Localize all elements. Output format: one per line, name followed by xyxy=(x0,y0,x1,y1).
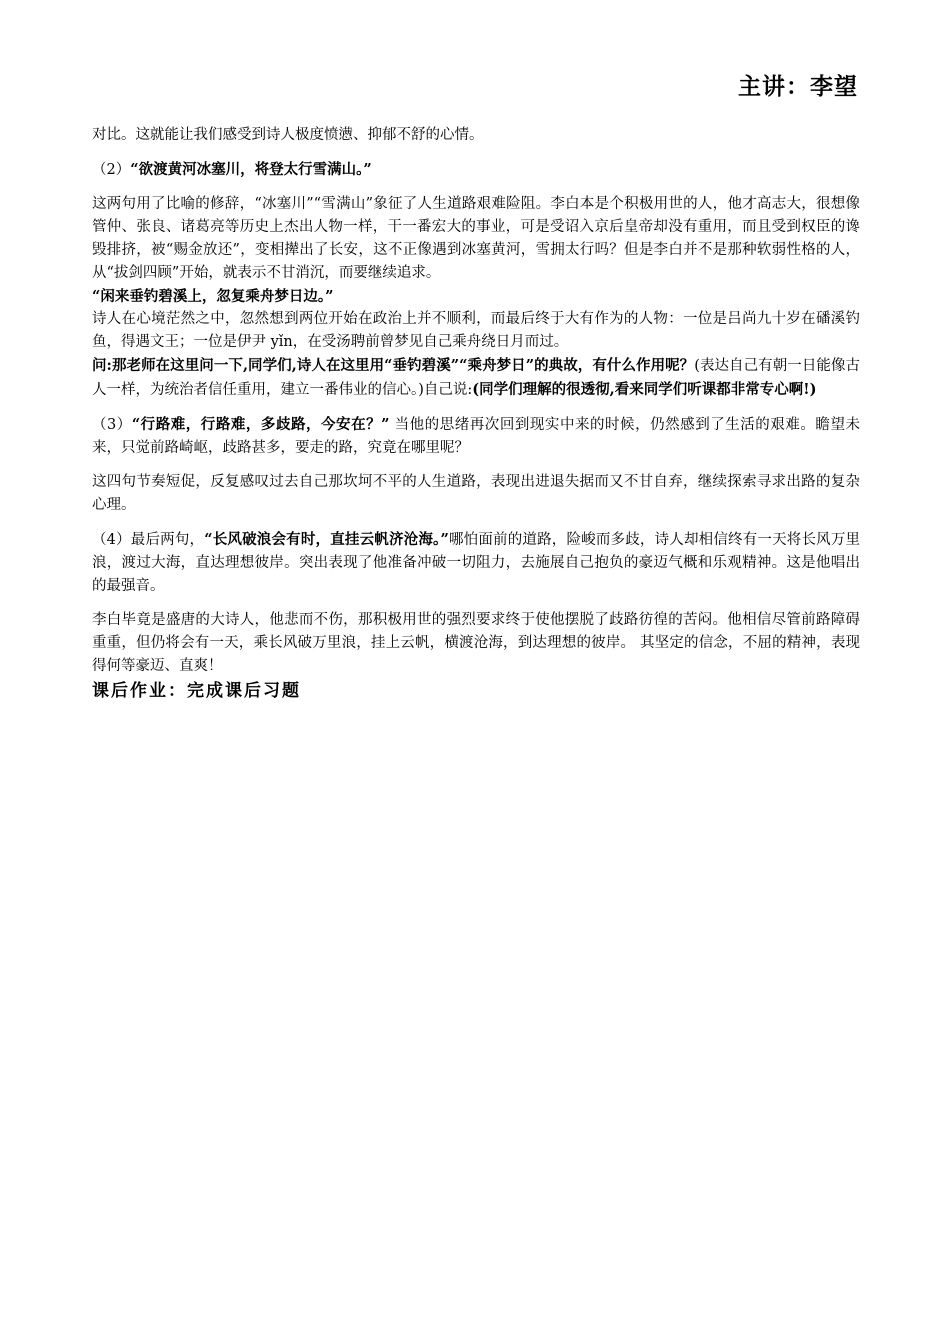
section-number: （2） xyxy=(92,162,131,178)
homework-heading: 课后作业：完成课后习题 xyxy=(92,681,301,701)
section-number: （3） xyxy=(92,417,132,433)
paragraph-text: 当他的思绪再次回到现实中来的时候，仍然感到了生活的艰难。瞻望未来，只觉前路崎岖，歧路甚多，要走的路，究竟在哪里呢？ xyxy=(92,417,860,456)
paragraph-allusion: 诗人在心境茫然之中，忽然想到两位开始在政治上并不顺利，而最后终于大有作为的人物：一位是吕尚九十岁在磻溪钓鱼，得遇文王；一位是伊尹 yǐn，在受汤聘前曾梦见自己乘舟绕日月而过。 xyxy=(92,311,860,350)
question-answer: (表达自己有朝一日能像古人一样，为统治者信任重用，建立一番伟业的信心。)自己说: xyxy=(92,358,860,398)
teacher-comment: (同学们理解的很透彻,看来同学们听课都非常专心啊!) xyxy=(472,381,817,398)
paragraph-line-2 xyxy=(92,158,860,182)
poem-quote: “行路难，行路难，多歧路，今安在？” xyxy=(131,416,390,433)
paragraph-contrast: 对比。这就能让我们感受到诗人极度愤懑、抑郁不舒的心情。 xyxy=(92,127,484,143)
paragraph-conclusion: 李白毕竟是盛唐的大诗人，他悲而不伤，那积极用世的强烈要求终于使他摆脱了歧路彷徨的苦闷。他相信尽管前路障碍重重，但仍将会有一天，乘长风破万里浪，挂上云帆，横渡沧海，到达理想的彼岸。 其坚定的信念，不屈的精神，表现得何等豪迈、直爽！ xyxy=(92,612,860,674)
paragraph-line-4 xyxy=(92,528,860,598)
paragraph-lead: （4）最后两句， xyxy=(92,532,205,548)
paragraph-question xyxy=(92,354,860,402)
teacher-question: 问:那老师在这里问一下,同学们,诗人在这里用“垂钓碧溪”“乘舟梦日”的典故，有什么作用呢？ xyxy=(92,357,695,374)
speaker-header: 主讲：李望 xyxy=(738,74,858,100)
paragraph-rhythm: 这四句节奏短促，反复感叹过去自己那坎坷不平的人生道路，表现出进退失据而又不甘自弃，继续探索寻求出路的复杂心理。 xyxy=(92,474,860,513)
paragraph-metaphor: 这两句用了比喻的修辞，“冰塞川”“雪满山”象征了人生道路艰难险阻。李白本是个积极用世的人，他才高志大，很想像管仲、张良、诸葛亮等历史上杰出人物一样，干一番宏大的事业，可是受诏入京后皇帝却没有重用，而且受到权臣的谗毁排挤，被“赐金放还”，变相撵出了长安，这不正像遇到冰塞黄河，雪拥太行吗？但是李白并不是那种软弱性格的人，从“拔剑四顾”开始，就表示不甘消沉，而要继续追求。 xyxy=(92,196,860,281)
poem-quote-fishing: “闲来垂钓碧溪上，忽复乘舟梦日边。” xyxy=(92,288,334,305)
poem-quote: “长风破浪会有时，直挂云帆济沧海。” xyxy=(204,531,449,548)
paragraph-text: 哪怕面前的道路，险峻而多歧，诗人却相信终有一天将长风万里浪，渡过大海，直达理想彼岸。突出表现了他准备冲破一切阻力，去施展自己抱负的豪迈气概和乐观精神。这是他唱出的最强音。 xyxy=(92,532,861,594)
paragraph-line-3 xyxy=(92,413,860,460)
poem-quote: “欲渡黄河冰塞川，将登太行雪满山。” xyxy=(130,161,372,178)
lesson-content xyxy=(92,124,860,703)
